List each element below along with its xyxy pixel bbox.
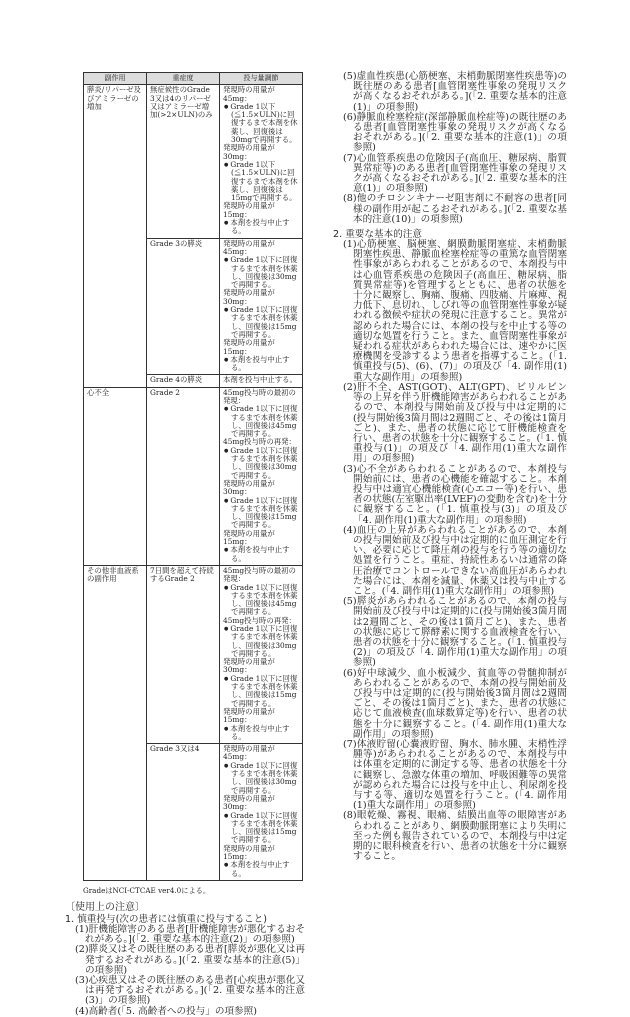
dose-cell	[220, 85, 303, 238]
important-item: (4)血圧の上昇があらわれることがあるので、本剤の投与開始前及び投与中は定期的に血圧測定を行い、必要に応じて降圧剤の投与を行う等の適切な処置を行うこと。重症、持続性あるいは通常の降圧治療でコントロールできない高血圧があらわれた場合には、本剤を減量、休薬又は投与中止すること。(「4. 副作用(1)重大な副作用」の項参照)	[343, 524, 567, 597]
dose-cell	[220, 565, 303, 743]
severity-cell: Grade 3の膵炎	[147, 238, 220, 375]
dose-cell	[220, 238, 303, 375]
dose-condition: 本剤を投与中止する。	[223, 375, 297, 385]
table-footnote: GradeはNCI-CTCAE ver4.0による。	[83, 885, 211, 895]
severity-cell: Grade 2	[147, 387, 220, 565]
severity-cell: 7日間を超えて持続するGrade 2	[147, 565, 220, 743]
dose-condition: 発現時の用量が45mg：	[223, 85, 275, 103]
careful-item: (5)虚血性疾患(心筋梗塞、末梢動脈閉塞性疾患等)の既往歴のある患者[血管閉塞性事象の発現リスクが高くなるおそれがある。](「2. 重要な基本的注意(1)」の項参照)	[343, 71, 567, 113]
important-precautions-heading: 2. 重要な基本的注意	[333, 229, 422, 241]
careful-item: (2)膵炎又はその既往歴のある患者[膵炎が悪化又は再発するおそれがある。](「2. 重要な基本的注意(5)」の項参照)	[75, 944, 305, 976]
dose-condition: 発現時の用量が15mg：	[223, 338, 275, 356]
dose-condition: 45mg投与時の再発：	[223, 615, 296, 625]
dose-adjustment-table	[83, 72, 303, 881]
dose-bullet-item: ● Grade 1以下に回復するまで本剤を休薬し、回復後は15mgで再開する。	[223, 306, 299, 339]
dose-bullet-item: ● Grade 1以下(≦1.5×ULN)に回復するまで本剤を休薬し、回復後は15mgで再開する。	[223, 161, 299, 202]
dose-bullet-item: ● Grade 1以下に回復するまで本剤を休薬し、回復後は15mgで再開する。	[223, 497, 299, 530]
dose-condition: 発現時の用量が30mg：	[223, 143, 275, 161]
dose-bullet-item: ● 本剤を投与中止する。	[223, 546, 299, 563]
section-title: 〔使用上の注意〕	[65, 901, 145, 913]
dose-bullet-item: ● Grade 1以下に回復するまで本剤を休薬し、回復後は30mgで再開する。	[223, 447, 299, 480]
important-item: (8)眼乾燥、霧視、眼痛、結膜出血等の眼障害があらわれることがあり、網膜動脈閉塞により失明に至った例も報告されているので、本剤投与中は定期的に眼科検査を行い、患者の状態を十分に観察すること。	[343, 810, 567, 863]
table-row	[84, 85, 303, 238]
dose-condition: 発現時の用量が30mg：	[223, 657, 275, 675]
dose-bullet-item: ● Grade 1以下(≦1.5×ULN)に回復するまで本剤を休薬し、回復後は30mgで再開する。	[223, 103, 299, 144]
careful-item: (3)心疾患又はその既往歴のある患者[心疾患が悪化又は再発するおそれがある。](「2. 重要な基本的注意(3)」の項参照)	[75, 974, 305, 1007]
careful-item: (6)静脈血栓塞栓症(深部静脈血栓症等)の既往歴のある患者[血管閉塞性事象の発現リスクが高くなるおそれがある。](「2. 重要な基本的注意(1)」の項参照)	[343, 111, 567, 154]
dose-bullet-item: ● Grade 1以下に回復するまで本剤を休薬し、回復後は30mgで再開する。	[223, 625, 299, 658]
dose-bullet-item: ● 本剤を投与中止する。	[223, 861, 299, 878]
dose-condition: 発現時の用量が30mg：	[223, 478, 275, 497]
careful-administration-heading: 1. 慎重投与(次の患者には慎重に投与すること)	[65, 913, 267, 925]
dose-cell	[220, 387, 303, 565]
dose-bullet-item: ● Grade 1以下に回復するまで本剤を休薬し、回復後は45mgで再開する。	[223, 584, 299, 617]
dose-condition: 発現時の用量が15mg：	[223, 201, 275, 219]
dose-bullet-item: ● Grade 1以下に回復するまで本剤を休薬し、回復後は45mgで再開する。	[223, 405, 299, 438]
dose-condition: 発現時の用量が15mg：	[223, 706, 275, 725]
careful-item: (1)肝機能障害のある患者[肝機能障害が悪化するおそれがある。](「2. 重要な基本的注意(2)」の項参照)	[75, 923, 305, 946]
table-row	[84, 565, 303, 743]
dose-bullet-item: ● Grade 1以下に回復するまで本剤を休薬し、回復後は30mgで再開する。	[223, 762, 299, 795]
dose-condition: 発現時の用量が45mg：	[223, 744, 275, 762]
dose-condition: 45mg投与時の再発：	[223, 437, 296, 447]
dose-condition: 発現時の用量が45mg：	[223, 238, 275, 256]
adverse-reaction-cell: 膵炎/リパーゼ及びアミラーゼの増加	[84, 85, 147, 387]
header-adverse-reaction: 副作用	[84, 73, 147, 85]
right-column	[333, 72, 567, 862]
careful-item: (4)高齢者(「5. 高齢者への投与」の項参照)	[75, 1005, 257, 1017]
dose-condition: 発現時の用量が15mg：	[223, 528, 275, 547]
important-item: (7)体液貯留(心嚢液貯留、胸水、肺水腫、末梢性浮腫等)があらわれることがあるので、本剤投与中は体重を定期的に測定する等、患者の状態を十分に観察し、急激な体重の増加、呼吸困難等の異常が認められた場合には投与を中止し、利尿剤を投与する等、適切な処置を行うこと。(「4. 副作用(1)重大な副作用」の項参照)	[343, 739, 567, 812]
left-column	[65, 72, 305, 1017]
dose-bullet-item: ● 本剤を投与中止する。	[223, 219, 299, 236]
dose-bullet-item: ● Grade 1以下に回復するまで本剤を休薬し、回復後は15mgで再開する。	[223, 812, 299, 845]
dose-bullet-item: ● Grade 1以下に回復するまで本剤を休薬し、回復後は30mgで再開する。	[223, 256, 299, 289]
table-header-row	[84, 73, 303, 85]
dose-condition: 発現時の用量が15mg：	[223, 843, 275, 862]
dose-condition: 発現時の用量が30mg：	[223, 793, 275, 812]
important-item: (3)心不全があらわれることがあるので、本剤投与開始前には、患者の心機能を確認すること。本剤投与中は適宜心機能検査(心エコー等)を行い、患者の状態(左室駆出率(LVEF)の変動を含む)を十分に観察すること。(「1. 慎重投与(3)」の項及び「4. 副作用(1)重大な副作用」の項参照)	[343, 463, 567, 526]
careful-item: (8)他のチロシンキナーゼ阻害剤に不耐容の患者[同様の副作用が起こるおそれがある。](「2. 重要な基本的注意(10)」の項参照)	[343, 193, 567, 225]
dose-condition: 45mg投与時の最初の発現：	[223, 565, 296, 584]
severity-cell: Grade 3又は4	[147, 744, 220, 881]
careful-item: (7)心血管系疾患の危険因子(高血圧、糖尿病、脂質異常症等)のある患者[血管閉塞性事象の発現リスクが高くなるおそれがある。](「2. 重要な基本的注意(1)」の項参照)	[343, 152, 567, 195]
table-row	[84, 387, 303, 565]
severity-cell: Grade 4の膵炎	[147, 375, 220, 387]
adverse-reaction-cell: 心不全	[84, 387, 147, 565]
header-severity: 重症度	[147, 73, 220, 85]
header-dose-adjustment: 投与量調節	[220, 73, 303, 85]
dose-cell	[220, 375, 303, 387]
adverse-reaction-cell: その他非血液系の副作用	[84, 565, 147, 880]
dose-bullet-item: ● 本剤を投与中止する。	[223, 725, 299, 742]
dose-cell	[220, 744, 303, 881]
severity-cell: 無症候性のGrade 3又は4のリパーゼ又はアミラーゼ増加(>2×ULN)のみ	[147, 85, 220, 238]
dose-condition: 45mg投与時の最初の発現：	[223, 387, 296, 405]
dose-bullet-item: ● Grade 1以下に回復するまで本剤を休薬し、回復後は15mgで再開する。	[223, 675, 299, 708]
dose-bullet-item: ● 本剤を投与中止する。	[223, 356, 299, 373]
important-item: (5)膵炎があらわれることがあるので、本剤の投与開始前及び投与中は定期的に(投与開始後3箇月間は2週間ごと、その後は1箇月ごと)、また、患者の状態に応じて膵酵素に関する血液検査を行い、患者の状態を十分に観察すること。(「1. 慎重投与(2)」の項及び「4. 副作用(1)重大な副作用」の項参照)	[343, 596, 567, 669]
dose-condition: 発現時の用量が30mg：	[223, 288, 275, 306]
important-item: (1)心筋梗塞、脳梗塞、網膜動脈閉塞症、末梢動脈閉塞性疾患、静脈血栓塞栓症等の重篤な血管閉塞性事象があらわれることがあるので、本剤投与中は心血管系疾患の危険因子(高血圧、糖尿病、脂質異常症等)を管理するとともに、患者の状態を十分に観察し、胸痛、腹痛、四肢痛、片麻痺、視力低下、息切れ、しびれ等の血管閉塞性事象が疑われる徴候や症状の発現に注意すること。異常が認められた場合には、本剤の投与を中止する等の適切な処置を行うこと。また、血管閉塞性事象が疑われる症状があらわれた場合には、速やかに医療機関を受診するよう患者を指導すること。(「1. 慎重投与(5)、(6)、(7)」の項及び「4. 副作用(1)重大な副作用」の項参照)	[343, 239, 567, 383]
important-item: (6)好中球減少、血小板減少、貧血等の骨髄抑制があらわれることがあるので、本剤の投与開始前及び投与中は定期的に(投与開始後3箇月間は2週間ごと、その後は1箇月ごと)、また、患者の状態に応じて血液検査(血球数算定等)を行い、患者の状態を十分に観察すること。(「4. 副作用(1)重大な副作用」の項参照)	[343, 667, 567, 740]
important-item: (2)肝不全、AST(GOT)、ALT(GPT)、ビリルビン等の上昇を伴う肝機能障害があらわれることがあるので、本剤投与開始前及び投与中は定期的に(投与開始後3箇月間は2週間ごと、その後は1箇月ごと)、また、患者の状態に応じて肝機能検査を行い、患者の状態を十分に観察すること。(「1. 慎重投与(1)」の項及び「4. 副作用(1)重大な副作用」の項参照)	[343, 381, 567, 465]
